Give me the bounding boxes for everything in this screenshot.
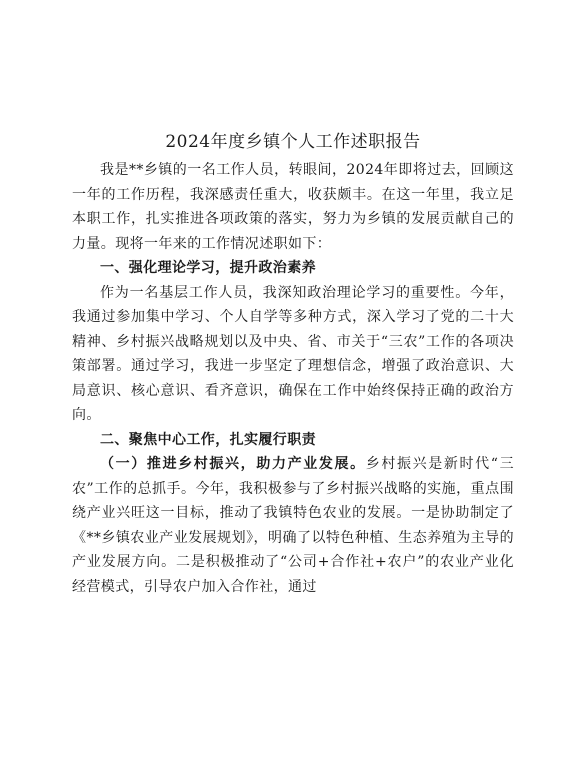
section-1-heading: 一、强化理论学习，提升政治素养 [100, 260, 316, 276]
document-page [72, 128, 514, 599]
section-2-sub1-body: 乡村振兴是新时代“三农”工作的总抓手。今年，我积极参与了乡村振兴战略的实施，重点围绕产业兴旺这一目标，推动了我镇特色农业的发展。一是协助制定了《**乡镇农业产业发展规划》，明确了以特色种植、生态养殖为主导的产业发展方向。二是积极推动了“公司+合作社+农户”的农业产业化经营模式，引导农户加入合作社，通过 [72, 456, 514, 595]
section-1-body: 作为一名基层工作人员，我深知政治理论学习的重要性。今年，我通过参加集中学习、个人自学等多种方式，深入学习了党的二十大精神、乡村振兴战略规划以及中央、省、市关于“三农”工作的各项决策部署。通过学习，我进一步坚定了理想信念，增强了政治意识、大局意识、核心意识、看齐意识，确保在工作中始终保持正确的政治方向。 [72, 284, 514, 423]
section-2-heading: 二、聚焦中心工作，扎实履行职责 [100, 431, 316, 448]
intro-paragraph: 我是**乡镇的一名工作人员，转眼间，2024年即将过去，回顾这一年的工作历程，我深感责任重大，收获颇丰。在这一年里，我立足本职工作，扎实推进各项政策的落实，努力为乡镇的发展贡献自己的力量。现将一年来的工作情况述职如下： [72, 162, 514, 252]
section-2-sub1-lead: （一）推进乡村振兴，助力产业发展。 [100, 456, 366, 472]
document-title: 2024年度乡镇个人工作述职报告 [165, 132, 421, 152]
section-2-sub1-paragraph [72, 452, 514, 599]
